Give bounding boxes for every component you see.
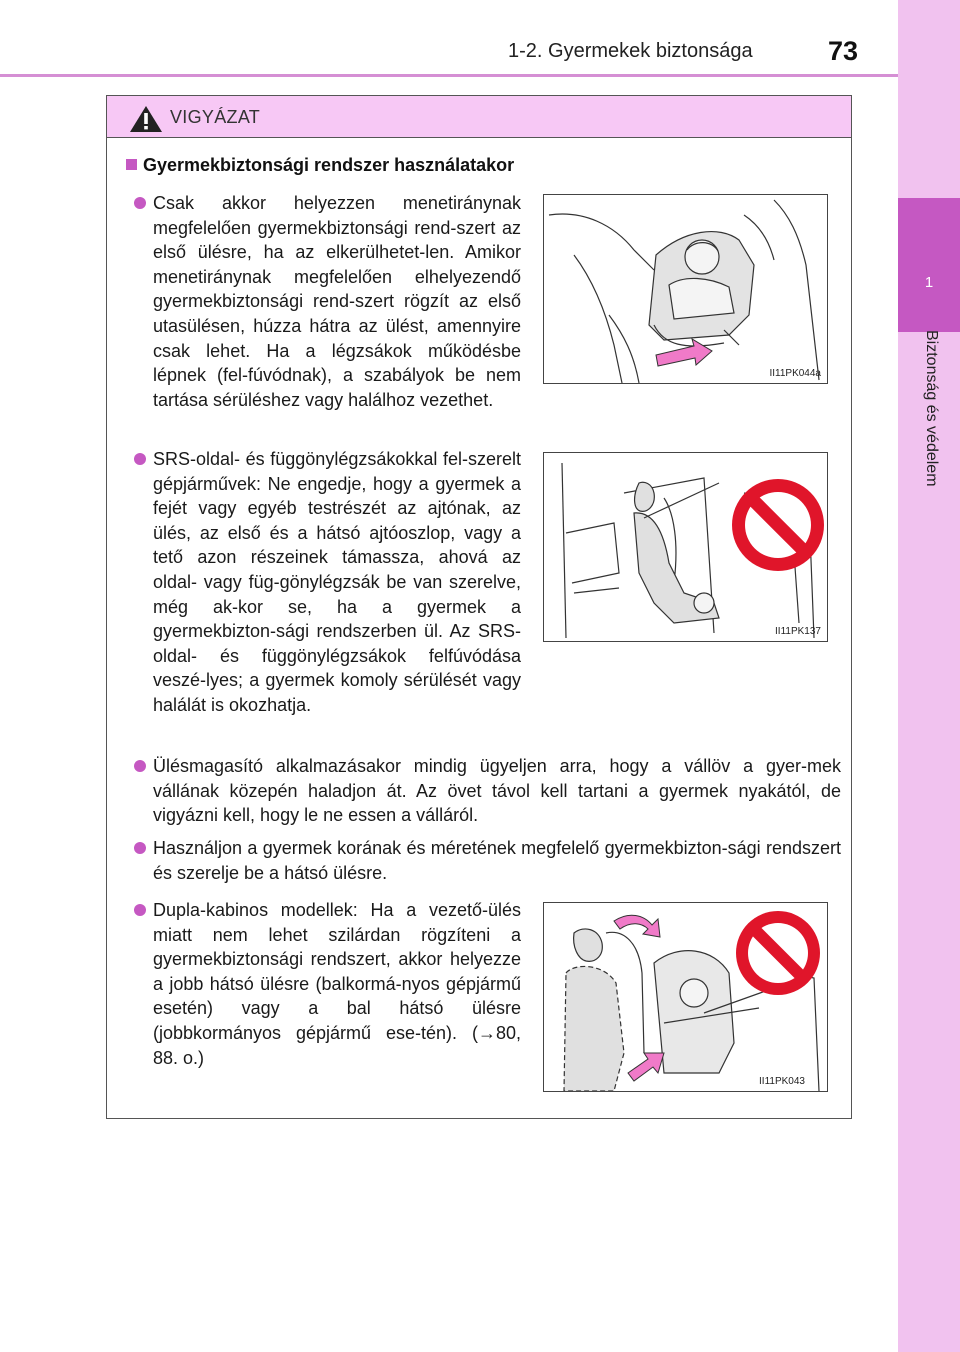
side-tab-number-block <box>898 198 960 332</box>
side-tab-label: Biztonság és védelem <box>923 330 940 487</box>
figure-code-2: II11PK137 <box>775 626 821 637</box>
bullet-item-3 <box>153 754 841 828</box>
figure-code-3: II11PK043 <box>759 1076 805 1087</box>
bullet-item-2 <box>153 447 521 718</box>
bullet-dot-icon <box>134 197 146 209</box>
bullet-text: Dupla-kabinos modellek: Ha a vezető-ülés miatt nem lehet szilárdan rögzíteni a gyermekbiztonsági rendszert, akkor helyezze a jobb hátsó ülésre (balkormá-nyos gépjármű esetén) vagy a bal hátsó ülésre (jobbkormányos gépjármű ese-tén). (→80, 88. o.) <box>153 900 521 1068</box>
side-tab-label-wrap <box>918 330 940 580</box>
bullet-item-4 <box>153 836 841 885</box>
bullet-dot-icon <box>134 453 146 465</box>
page-number: 73 <box>828 36 859 66</box>
bullet-dot-icon <box>134 842 146 854</box>
figure-code-1: II11PK044a <box>769 368 821 379</box>
bullet-text: Használjon a gyermek korának és méretének megfelelő gyermekbizton-sági rendszert és szerelje be a hátsó ülésre. <box>153 838 841 883</box>
warning-title: VIGYÁZAT <box>170 107 261 127</box>
figure-side-airbag-child <box>543 452 828 642</box>
section-heading-text: Gyermekbiztonsági rendszer használatakor <box>143 155 515 175</box>
square-bullet-icon <box>126 159 137 170</box>
side-tab-number: 1 <box>924 274 934 291</box>
child-seat-front-illustration <box>544 195 827 383</box>
bullet-item-1 <box>153 191 521 412</box>
side-airbag-child-illustration <box>544 453 827 641</box>
warning-header <box>107 96 851 138</box>
bullet-dot-icon <box>134 904 146 916</box>
double-cab-child-seat-illustration <box>544 903 827 1091</box>
bullet-text: Csak akkor helyezzen menetiránynak megfelelően gyermekbiztonsági rend-szert az első ülésre, ha az elkerülhetet-len. Amikor menetiránynak megfelelően elhelyezendő gyermekbiztonsági rend-szert rögzít az első utasülésen, húzza hátra az ülést, amennyire csak lehet. Ha a légzsákok működésbe lépnek (fel-fúvódnak), a szabályok be nem tartása sérüléshez vagy halálhoz vezethet. <box>153 193 521 410</box>
bullet-text: SRS-oldal- és függönylégzsákokkal fel-szerelt gépjárművek: Ne engedje, hogy a gyermek a fejét vagy egyéb testrészét az ajtónak, az ülés, az első és a hátsó ajtóoszlop, vagy a tető azon részeinek támassza, ahová az oldal- vagy füg-gönylégzsák be van szerelve, még ak-kor se, ha a gyermek a gyermekbizton-sági rendszerben ül. Az SRS-oldal- és függönylégzsákok felfúvódása veszé-lyes; a gyermek komoly sérülését vagy halálát is okozhatja. <box>153 449 521 715</box>
header-title: 1-2. Gyermekek biztonsága <box>508 40 753 62</box>
bullet-dot-icon <box>134 760 146 772</box>
section-heading <box>126 155 514 176</box>
warning-triangle-icon <box>129 105 163 133</box>
bullet-text: Ülésmagasító alkalmazásakor mindig ügyeljen arra, hogy a vállöv a gyer-mek vállának közepén haladjon át. Az övet távol kell tartani a gyermek nyakától, de vigyázni kell, hogy le ne essen a válláról. <box>153 756 841 826</box>
header-rule <box>0 74 898 77</box>
figure-front-seat-child-seat <box>543 194 828 384</box>
figure-double-cab-rear-seat <box>543 902 828 1092</box>
bullet-item-5 <box>153 898 521 1070</box>
